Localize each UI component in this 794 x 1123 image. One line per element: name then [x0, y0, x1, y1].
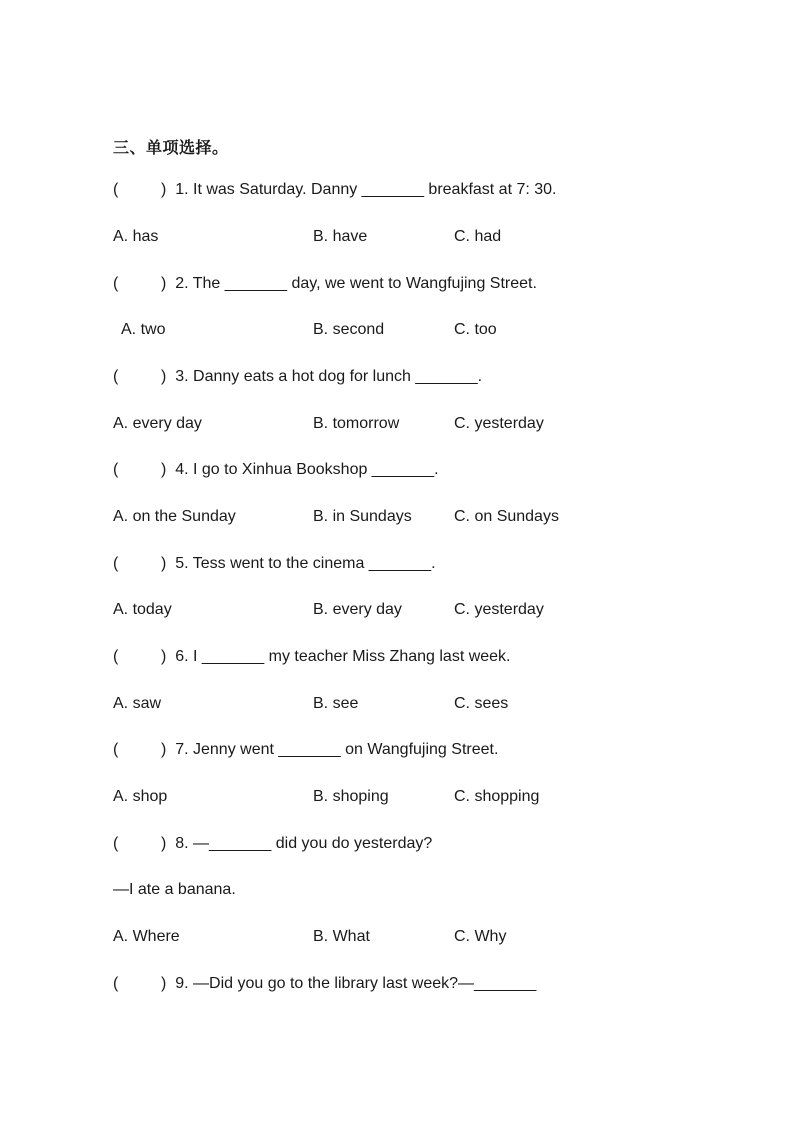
option-b: B. tomorrow — [313, 415, 400, 432]
option-b: B. shoping — [313, 788, 389, 805]
question-stem: ) 1. It was Saturday. Danny _______ breakfast at 7: 30. — [161, 181, 557, 198]
option-a: A. every day — [113, 415, 202, 432]
answer-blank: ( — [113, 555, 119, 572]
question-stem: ) 9. —Did you go to the library last week?—_______ — [161, 975, 537, 992]
option-c: C. sees — [454, 695, 509, 712]
question-2 — [113, 275, 537, 293]
question-8 — [113, 835, 432, 853]
option-b: B. have — [313, 228, 368, 245]
option-c: C. too — [454, 321, 497, 338]
option-b: B. What — [313, 928, 370, 945]
option-b: B. in Sundays — [313, 508, 412, 525]
question-6 — [113, 648, 511, 666]
question-stem: ) 4. I go to Xinhua Bookshop _______. — [161, 461, 439, 478]
option-c: C. yesterday — [454, 415, 544, 432]
question-stem: ) 3. Danny eats a hot dog for lunch _______. — [161, 368, 483, 385]
option-c: C. on Sundays — [454, 508, 559, 525]
answer-blank: ( — [113, 368, 119, 385]
question-5 — [113, 555, 436, 573]
option-b: B. second — [313, 321, 385, 338]
question-stem: ) 7. Jenny went _______ on Wangfujing Street. — [161, 741, 499, 758]
question-stem: ) 5. Tess went to the cinema _______. — [161, 555, 436, 572]
option-a: A. saw — [113, 695, 162, 712]
option-c: C. Why — [454, 928, 507, 945]
answer-blank: ( — [113, 975, 119, 992]
option-a: A. shop — [113, 788, 168, 805]
question-4 — [113, 461, 439, 479]
answer-blank: ( — [113, 648, 119, 665]
option-a: A. today — [113, 601, 172, 618]
question-7 — [113, 741, 498, 759]
section-title: 三、单项选择。 — [113, 140, 229, 157]
option-a: A. two — [121, 321, 166, 338]
option-a: A. has — [113, 228, 159, 245]
dialogue-answer-line: —I ate a banana. — [113, 881, 236, 898]
answer-blank: ( — [113, 741, 119, 758]
question-stem: ) 2. The _______ day, we went to Wangfujing Street. — [161, 275, 537, 292]
option-a: A. on the Sunday — [113, 508, 236, 525]
option-b: B. see — [313, 695, 359, 712]
answer-blank: ( — [113, 181, 119, 198]
question-3 — [113, 368, 482, 386]
question-9 — [113, 975, 536, 993]
option-c: C. had — [454, 228, 502, 245]
question-stem: ) 8. —_______ did you do yesterday? — [161, 835, 433, 852]
option-a: A. Where — [113, 928, 180, 945]
option-c: C. shopping — [454, 788, 540, 805]
option-b: B. every day — [313, 601, 402, 618]
question-stem: ) 6. I _______ my teacher Miss Zhang last week. — [161, 648, 511, 665]
answer-blank: ( — [113, 461, 119, 478]
answer-blank: ( — [113, 835, 119, 852]
question-1 — [113, 181, 557, 199]
answer-blank: ( — [113, 275, 119, 292]
option-c: C. yesterday — [454, 601, 544, 618]
